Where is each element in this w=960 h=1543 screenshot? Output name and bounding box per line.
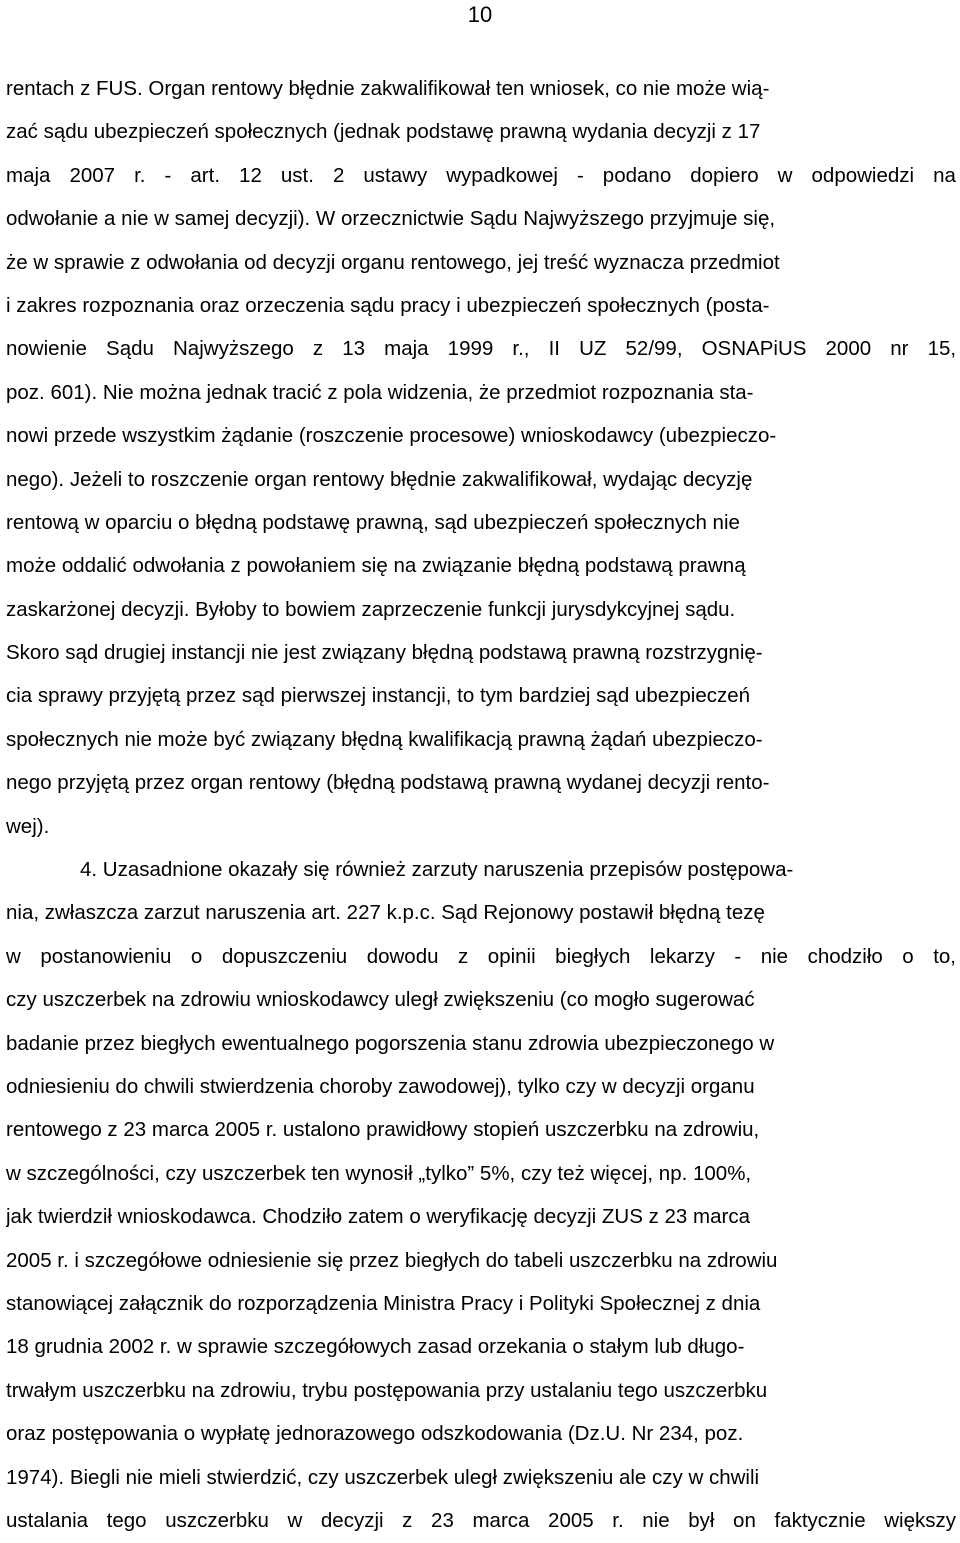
text-line: nowi przede wszystkim żądanie (roszczenie procesowe) wnioskodawcy (ubezpieczo- <box>6 424 777 448</box>
text-line: odwołanie a nie w samej decyzji). W orzecznictwie Sądu Najwyższego przyjmuje się, <box>6 207 776 231</box>
text-line: wej). <box>6 814 50 838</box>
text-line: trwałym uszczerbku na zdrowiu, trybu postępowania przy ustalaniu tego uszczerbku <box>6 1378 768 1402</box>
text-line: może oddalić odwołania z powołaniem się na związanie błędną podstawą prawną <box>6 554 746 578</box>
text-line: 1974). Biegli nie mieli stwierdzić, czy uszczerbek uległ zwiększeniu ale czy w chwili <box>6 1465 760 1489</box>
text-line: badanie przez biegłych ewentualnego pogorszenia stanu zdrowia ubezpieczonego w <box>6 1031 775 1055</box>
text-line: poz. 601). Nie można jednak tracić z pola widzenia, że przedmiot rozpoznania sta- <box>6 380 754 404</box>
text-line: maja 2007 r. - art. 12 ust. 2 ustawy wypadkowej - podano dopiero w odpowiedzi na <box>6 163 956 187</box>
text-line: społecznych nie może być związany błędną kwalifikacją prawną żądań ubezpieczo- <box>6 727 763 751</box>
text-line: rentach z FUS. Organ rentowy błędnie zakwalifikował ten wniosek, co nie może wią- <box>6 77 770 100</box>
text-line: rentowego z 23 marca 2005 r. ustalono prawidłowy stopień uszczerbku na zdrowiu, <box>6 1118 760 1142</box>
text-line: rentową w oparciu o błędną podstawę prawną, sąd ubezpieczeń społecznych nie <box>6 510 740 534</box>
text-line: i zakres rozpoznania oraz orzeczenia sądu pracy i ubezpieczeń społecznych (posta- <box>6 293 770 317</box>
text-line: Skoro sąd drugiej instancji nie jest związany błędną podstawą prawną rozstrzygnię- <box>6 641 763 665</box>
text-line: zać sądu ubezpieczeń społecznych (jednak podstawę prawną wydania decyzji z 17 <box>6 120 761 144</box>
paragraph-start-line: 4. Uzasadnione okazały się również zarzuty naruszenia przepisów postępowa- <box>80 858 794 882</box>
text-line: nego przyjętą przez organ rentowy (błędną podstawą prawną wydanej decyzji rento- <box>6 771 770 795</box>
text-line: 18 grudnia 2002 r. w sprawie szczegółowych zasad orzekania o stałym lub długo- <box>6 1335 745 1359</box>
text-line: w szczególności, czy uszczerbek ten wynosił „tylko” 5%, czy też więcej, np. 100%, <box>6 1161 752 1185</box>
text-line: zaskarżonej decyzji. Byłoby to bowiem zaprzeczenie funkcji jurysdykcyjnej sądu. <box>6 597 736 621</box>
page-number: 10 <box>467 2 493 27</box>
text-line: cia sprawy przyjętą przez sąd pierwszej instancji, to tym bardziej sąd ubezpieczeń <box>6 684 751 708</box>
text-line: 2005 r. i szczegółowe odniesienie się przez biegłych do tabeli uszczerbku na zdrowiu <box>6 1248 778 1272</box>
text-line: że w sprawie z odwołania od decyzji organu rentowego, jej treść wyznacza przedmiot <box>6 250 780 274</box>
text-line: stanowiącej załącznik do rozporządzenia Ministra Pracy i Polityki Społecznej z dnia <box>6 1291 761 1315</box>
text-line: nowienie Sądu Najwyższego z 13 maja 1999 r., II UZ 52/99, OSNAPiUS 2000 nr 15, <box>6 337 956 361</box>
text-line: w postanowieniu o dopuszczeniu dowodu z opinii biegłych lekarzy - nie chodziło o to, <box>6 944 956 968</box>
text-line: czy uszczerbek na zdrowiu wnioskodawcy uległ zwiększeniu (co mogło sugerować <box>6 988 755 1012</box>
text-line: ustalania tego uszczerbku w decyzji z 23 marca 2005 r. nie był on faktycznie większy <box>6 1508 956 1532</box>
text-line: jak twierdził wnioskodawca. Chodziło zatem o weryfikację decyzji ZUS z 23 marca <box>6 1205 750 1229</box>
text-line: nego). Jeżeli to roszczenie organ rentowy błędnie zakwalifikował, wydając decyzję <box>6 467 753 491</box>
text-line: oraz postępowania o wypłatę jednorazowego odszkodowania (Dz.U. Nr 234, poz. <box>6 1422 744 1446</box>
text-line: odniesieniu do chwili stwierdzenia choroby zawodowej), tylko czy w decyzji organu <box>6 1074 755 1098</box>
body-text <box>6 67 956 1542</box>
text-line: nia, zwłaszcza zarzut naruszenia art. 227 k.p.c. Sąd Rejonowy postawił błędną tezę <box>6 901 765 925</box>
